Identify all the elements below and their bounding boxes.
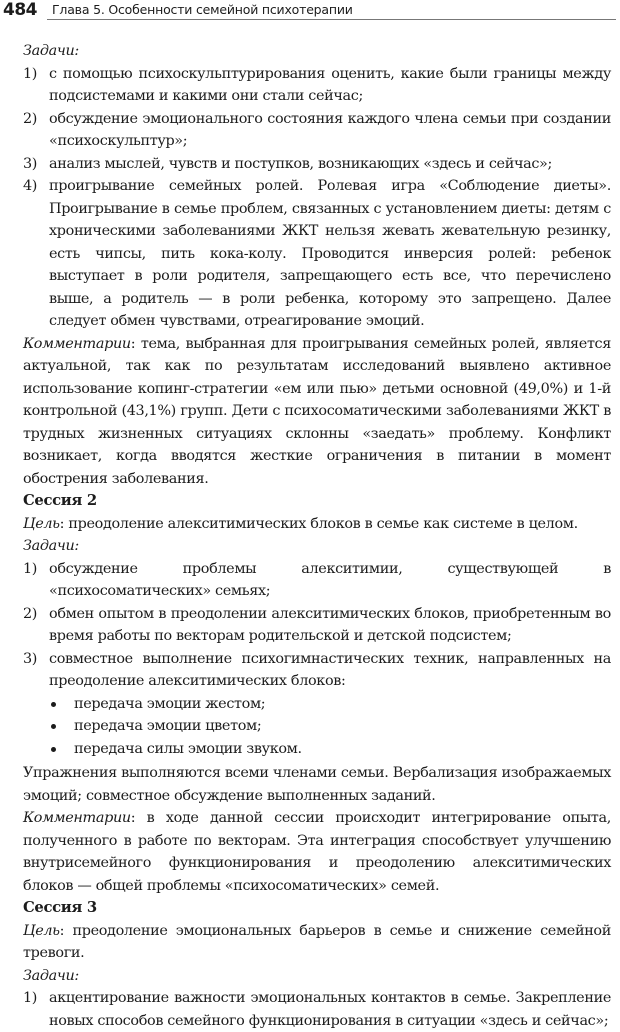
comment-paragraph: Комментарии: в ходе данной сессии происходит интегрирование опыта, полученного в работе по векторам. Эта интеграция способствует улучшению внутрисемейного функционирования и преодолению алекситимических блоков — общей проблемы «психосоматических» семей.: [23, 810, 611, 894]
list-item: 2) обсуждение эмоционального состояния каждого члена семьи при создании «психоскульптур»;: [23, 110, 611, 149]
goal-paragraph: Цель: преодоление алекситимических блоков в семье как системе в целом.: [23, 515, 578, 532]
list-item: 2) обмен опытом в преодолении алекситимических блоков, приобретенным во время работы по векторам родительской и детской подсистем;: [23, 605, 611, 644]
bullet-item: передача эмоции цветом;: [23, 715, 611, 738]
tasks-label: Задачи:: [23, 967, 79, 984]
page-number: 484: [3, 0, 37, 20]
tasks-list: [23, 558, 611, 693]
page-body: [23, 40, 611, 1032]
goal-paragraph: Цель: преодоление эмоциональных барьеров в семье и снижение семейной тревоги.: [23, 922, 611, 961]
tasks-list: [23, 987, 611, 1032]
list-item: 4) проигрывание семейных ролей. Ролевая игра «Соблюдение диеты». Проигрывание в семье проблем, связанных с установлением диеты: детям с хроническими заболеваниями ЖКТ нельзя жевать жевательную резинку, есть чипсы, пить кока-колу. Проводится инверсия ролей: ребенок выступает в роли родителя, запрещающего есть все, что перечислено выше, а родитель — в роли ребенка, которому это запрещено. Далее следует обмен чувствами, отреагирование эмоций.: [23, 178, 611, 329]
list-item: 1) обсуждение проблемы алекситимии, существующей в «психосоматических» семьях;: [23, 560, 611, 599]
chapter-title: Глава 5. Особенности семейной психотерапии: [52, 2, 353, 17]
list-item: 1) акцентирование важности эмоциональных контактов в семье. Закрепление новых способов семейного функционирования в ситуации «здесь и сейчас»;: [23, 990, 611, 1029]
session-heading: Сессия 3: [23, 899, 97, 916]
bullet-item: передача силы эмоции звуком.: [23, 738, 611, 761]
header-rule: [47, 19, 616, 20]
session-heading: Сессия 2: [23, 492, 97, 509]
list-item: 3) анализ мыслей, чувств и поступков, возникающих «здесь и сейчас»;: [23, 155, 552, 172]
comment-paragraph: Комментарии: тема, выбранная для проигрывания семейных ролей, является актуальной, так как по результатам исследований выявлено активное использование копинг-стратегии «ем или пью» детьми основной (49,0%) и 1-й контрольной (43,1%) групп. Дети с психосоматическими заболеваниями ЖКТ в трудных жизненных ситуациях склонны «заедать» проблему. Конфликт возникает, когда вводятся жесткие ограничения в питании в момент обострения заболевания.: [23, 335, 611, 487]
list-item: 3) совместное выполнение психогимнастических техник, направленных на преодоление алекситимических блоков:: [23, 650, 611, 689]
tasks-label: Задачи:: [23, 538, 79, 554]
exercise-paragraph: Упражнения выполняются всеми членами семьи. Вербализация изображаемых эмоций; совместное обсуждение выполненных заданий.: [23, 765, 611, 804]
tasks-label: Задачи:: [23, 43, 79, 59]
running-header: [0, 0, 620, 22]
technique-bullets: [23, 693, 611, 761]
tasks-list: [23, 63, 611, 333]
list-item: 1) с помощью психоскульптурирования оценить, какие были границы между подсистемами и какими они стали сейчас;: [23, 65, 611, 104]
bullet-item: передача эмоции жестом;: [23, 693, 611, 716]
